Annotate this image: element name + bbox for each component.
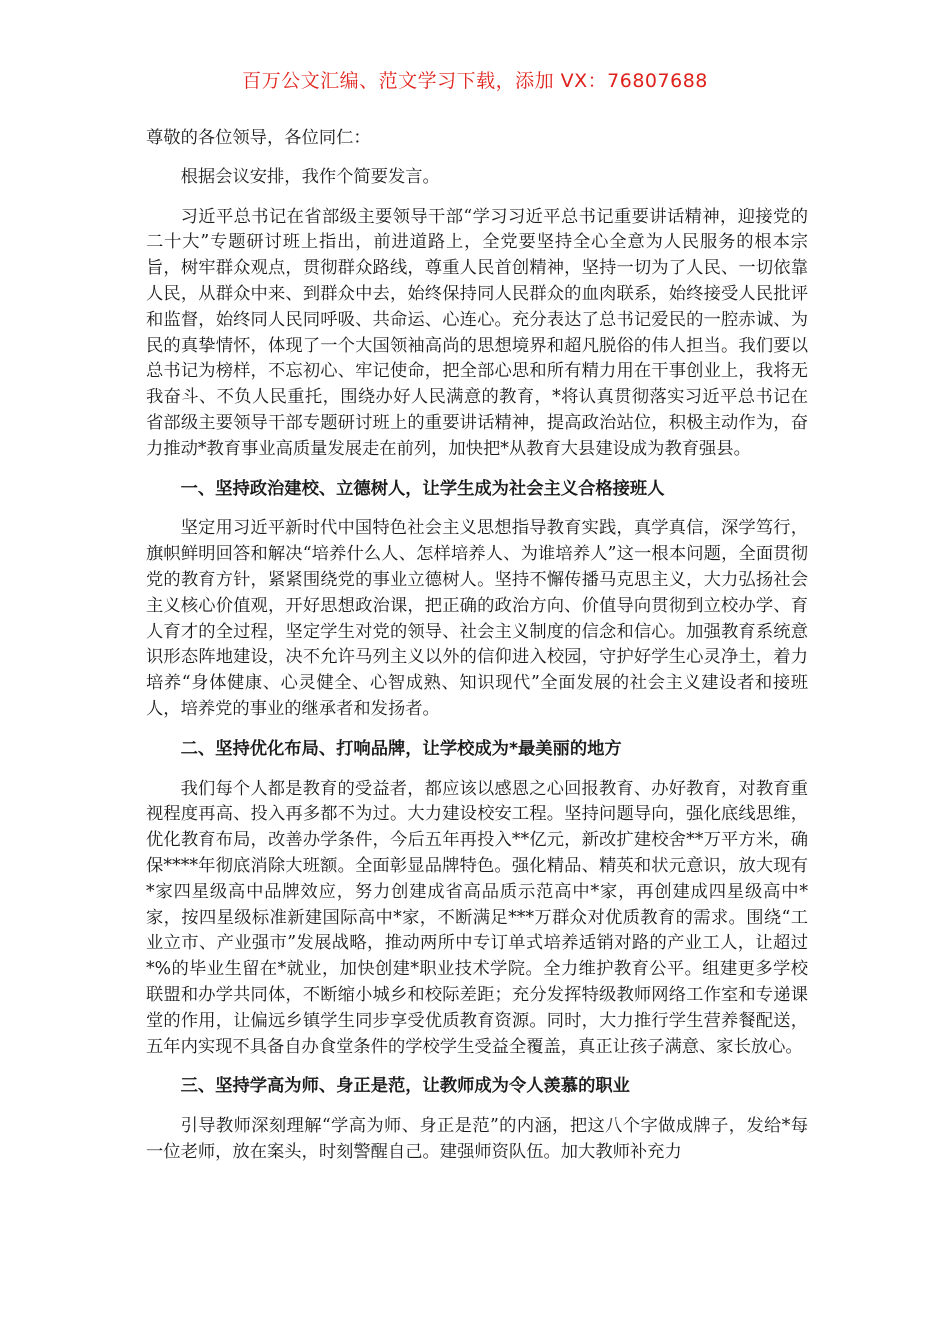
opening-paragraph: 习近平总书记在省部级主要领导干部“学习习近平总书记重要讲话精神，迎接党的二十大”专题研讨班上指出，前进道路上，全党要坚持全心全意为人民服务的根本宗旨，树牢群众观点，贯彻群众路线，尊重人民首创精神，坚持一切为了人民、一切依靠人民，从群众中来、到群众中去，始终保持同人民群众的血肉联系，始终接受人民批评和监督，始终同人民同呼吸、共命运、心连心。充分表达了总书记爱民的一腔赤诚、为民的真挚情怀，体现了一个大国领袖高尚的思想境界和超凡脱俗的伟人担当。我们要以总书记为榜样，不忘初心、牢记使命，把全部心思和所有精力用在干事创业上，我将无我奋斗、不负人民重托，围绕办好人民满意的教育，*将认真贯彻落实习近平总书记在省部级主要领导干部专题研讨班上的重要讲话精神，提高政治站位，积极主动作为，奋力推动*教育事业高质量发展走在前列，加快把*从教育大县建设成为教育强县。: [146, 206, 808, 459]
section-heading-1: 一、坚持政治建校、立德树人，让学生成为社会主义合格接班人: [180, 478, 665, 499]
section-body-3: 引导教师深刻理解“学高为师、身正是范”的内涵，把这八个字做成牌子，发给*每一位老师，放在案头，时刻警醒自己。建强师资队伍。加大教师补充力: [146, 1116, 808, 1162]
salutation: 尊敬的各位领导，各位同仁：: [146, 128, 371, 148]
section-body-2: 我们每个人都是教育的受益者，都应该以感恩之心回报教育、办好教育，对教育重视程度再高、投入再多都不为过。大力建设校安工程。坚持问题导向，强化底线思维，优化教育布局，改善办学条件，今后五年再投入**亿元，新改扩建校舍**万平方米，确保****年彻底消除大班额。全面彰显品牌特色。强化精品、精英和状元意识，放大现有*家四星级高中品牌效应，努力创建成省高品质示范高中*家，再创建成四星级高中*家，按四星级标准新建国际高中*家，不断满足***万群众对优质教育的需求。围绕“工业立市、产业强市”发展战略，推动两所中专订单式培养适销对路的产业工人，让超过*%的毕业生留在*就业，加快创建*职业技术学院。全力维护教育公平。组建更多学校联盟和办学共同体，不断缩小城乡和校际差距；充分发挥特级教师网络工作室和专递课堂的作用，让偏远乡镇学生同步享受优质教育资源。同时，大力推行学生营养餐配送，五年内实现不具备自办食堂条件的学校学生受益全覆盖，真正让孩子满意、家长放心。: [146, 778, 808, 1057]
section-heading-3: 三、坚持学高为师、身正是范，让教师成为令人羡慕的职业: [180, 1076, 630, 1097]
watermark-banner: 百万公文汇编、范文学习下载，添加 VX：76807688: [242, 70, 708, 92]
intro-paragraph: 根据会议安排，我作个简要发言。: [180, 166, 440, 187]
section-heading-2: 二、坚持优化布局、打响品牌，让学校成为*最美丽的地方: [180, 738, 622, 759]
document-body: [146, 126, 808, 1166]
section-body-1: 坚定用习近平新时代中国特色社会主义思想指导教育实践，真学真信，深学笃行，旗帜鲜明回答和解决“培养什么人、怎样培养人、为谁培养人”这一根本问题，全面贯彻党的教育方针，紧紧围绕党的事业立德树人。坚持不懈传播马克思主义，大力弘扬社会主义核心价值观，开好思想政治课，把正确的政治方向、价值导向贯彻到立校办学、育人育才的全过程，坚定学生对党的领导、社会主义制度的信念和信心。加强教育系统意识形态阵地建设，决不允许马列主义以外的信仰进入校园，守护好学生心灵净土，着力培养“身体健康、心灵健全、心智成熟、知识现代”全面发展的社会主义建设者和接班人，培养党的事业的继承者和发扬者。: [146, 518, 808, 719]
